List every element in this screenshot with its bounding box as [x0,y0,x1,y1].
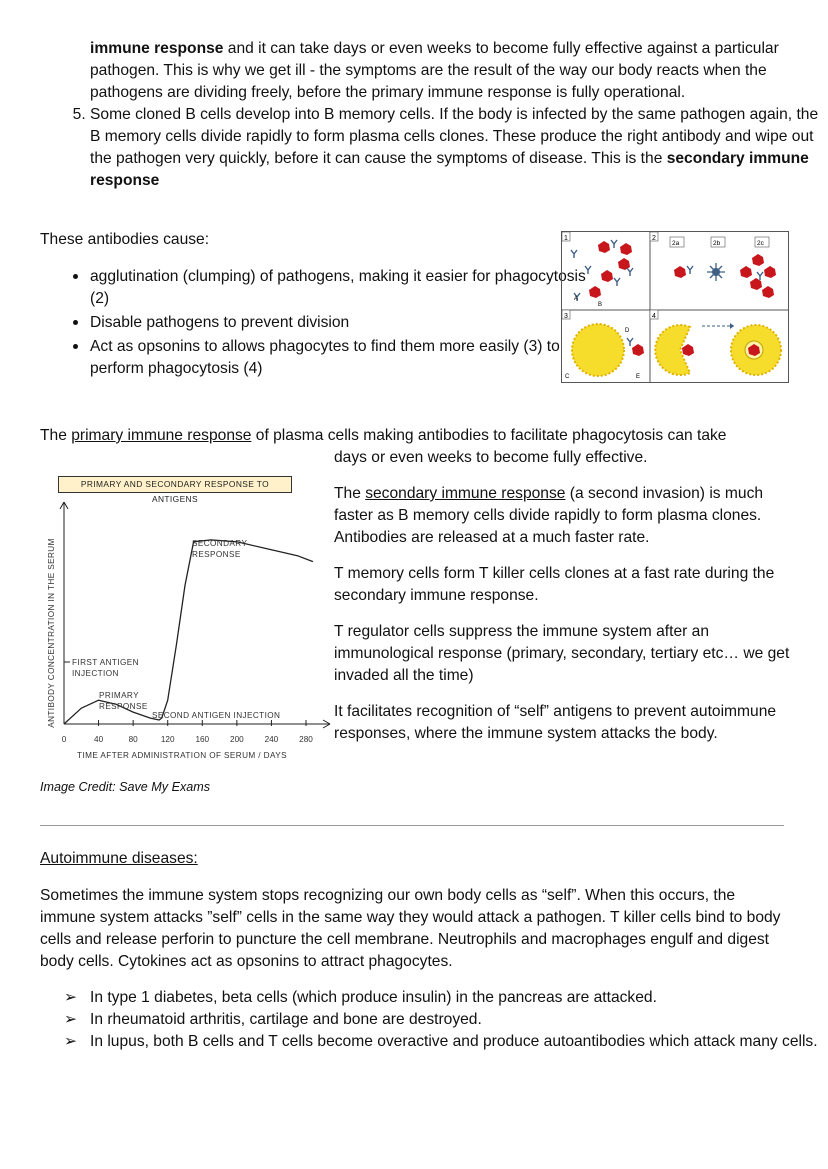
antibody-icon [611,240,617,248]
annotation-first-injection-line1: FIRST ANTIGEN [72,658,139,667]
label-A: A [574,296,579,302]
image-credit: Image Credit: Save My Exams [40,780,211,794]
antibody-figure-svg [562,232,788,382]
antibody-icon [571,250,577,258]
example-text: In rheumatoid arthritis, cartilage and bone are destroyed. [90,1011,482,1028]
pathogen-icon [764,266,776,278]
antibody-icon [585,266,591,274]
step-primary-response [90,38,825,104]
step-memory-cells [90,104,825,192]
annotation-first-injection-line2: INJECTION [72,669,119,678]
pathogen-icon [752,254,764,266]
step-bold-end: secondary immune response [90,150,809,189]
t-regulator-para: T regulator cells suppress the immune system after an immunological response (primary, secondary, tertiary etc… we get invaded all the time) [334,623,790,684]
primary-response-line2: days or even weeks to become fully effective. [334,449,648,466]
secondary-response-link[interactable]: secondary immune response [365,485,566,502]
para-pre: The [40,427,72,444]
x-tick-label: 120 [160,735,175,744]
list-item [64,1031,820,1053]
annotation-second-injection: SECOND ANTIGEN INJECTION [152,711,281,720]
secondary-response-para [334,483,794,549]
step-text: and it can take days or even weeks to become fully effective against a particular pathogen. This is why we get ill - the symptoms are the result of the way our body reacts when the pathogens are dividing freely, before the primary immune response is fully operational. [90,40,779,101]
arrow-bullet-icon: ➢ [64,1033,78,1050]
para-pre: The [334,485,366,502]
para-post: (a second invasion) is much faster as B memory cells divide rapidly to form plasma clones. Antibodies are released at a much faster rate. [334,485,764,546]
effect-item: • Disable pathogens to prevent division [90,310,590,334]
x-tick-label: 80 [128,735,138,744]
t-memory-para: T memory cells form T killer cells clones at a fast rate during the secondary immune response. [334,565,775,604]
autoimmune-para: Sometimes the immune system stops recognizing our own body cells as “self”. When this occurs, the immune system attacks ”self” cells in the same way they would attack a pathogen. T killer cells bind to body cells and release perforin to puncture the cell membrane. Neutrophils and macrophages engulf and digest body cells. Cytokines act as opsonins to attract phagocytes. [40,887,781,970]
arrow-bullet-icon: ➢ [64,989,78,1006]
label-2a: 2a [672,240,680,247]
autoimmune-examples-list [62,987,820,1053]
list-item [64,987,820,1009]
autoimmune-heading: Autoimmune diseases: [40,850,198,867]
pathogen-icon [618,258,630,270]
x-tick-label: 160 [195,735,210,744]
antibody-icon [757,272,763,280]
label-D: D [625,328,630,334]
x-tick-label: 40 [94,735,104,744]
label-E: E [636,374,641,380]
para-post: of plasma cells making antibodies to facilitate phagocytosis can take [251,427,727,444]
primary-response-para [40,425,800,447]
primary-response-link[interactable]: primary immune response [71,427,252,444]
pathogen-icon [601,270,613,282]
x-tick-label: 280 [299,735,313,744]
chart-title: PRIMARY AND SECONDARY RESPONSE TO ANTIGENS [58,476,292,493]
example-text: In lupus, both B cells and T cells become overactive and produce autoantibodies which attack many cells. [90,1033,818,1050]
label-2b: 2b [713,240,721,247]
antibody-icon [614,278,620,286]
pathogen-icon [598,241,610,253]
section-divider [40,825,784,826]
pathogen-icon [740,266,752,278]
list-item [64,1009,820,1031]
pathogen-icon [589,286,601,298]
x-tick-label: 0 [61,735,67,744]
pathogen-icon [674,266,686,278]
panel-label-4: 4 [652,313,656,320]
arrow-right-icon [730,323,734,329]
x-axis-label: TIME AFTER ADMINISTRATION OF SERUM / DAYS [77,751,287,760]
antibody-icon [627,268,633,276]
label-2c: 2c [757,240,764,247]
y-axis-label: ANTIBODY CONCENTRATION IN THE SERUM [47,538,56,728]
step-text: Some cloned B cells develop into B memory cells. If the body is infected by the same pathogen again, the B memory cells divide rapidly to form plasma cells clones. These produce the right antibody and wipe out the pathogen very quickly, before it can cause the symptoms of disease. This is the [90,106,819,167]
self-antigen-para: It facilitates recognition of “self” antigens to prevent autoimmune responses, where the immune system attacks the body. [334,703,777,742]
neutralised-pathogen-icon [707,263,725,281]
antibody-icon [687,266,693,274]
antibody-action-figure [561,231,789,383]
x-tick-label: 240 [264,735,279,744]
example-text: In type 1 diabetes, beta cells (which produce insulin) in the pancreas are attacked. [90,989,657,1006]
annotation-secondary-line1: SECONDARY [192,539,248,548]
antibodies-intro: These antibodies cause: [40,231,210,248]
x-tick-label: 200 [230,735,244,744]
annotation-primary-line2: RESPONSE [99,702,148,711]
pathogen-icon [762,286,774,298]
annotation-primary-line1: PRIMARY [99,691,139,700]
panel-label-3: 3 [564,313,568,320]
step-bold-start: immune response [90,40,224,57]
pathogen-icon [620,243,632,255]
immune-steps-list [54,38,825,192]
antibody-icon [627,338,633,346]
antibody-response-chart [40,496,340,764]
antibody-effects-list [60,264,590,380]
pathogen-icon [682,344,694,356]
effect-item: • Act as opsonins to allows phagocytes to find them more easily (3) to perform phagocytosis (4) [90,334,590,380]
phagocyte-icon [572,324,624,376]
pathogen-icon [632,344,644,356]
effect-item: • agglutination (clumping) of pathogens, making it easier for phagocytosis (2) [90,264,590,310]
label-B: B [598,302,603,308]
annotation-secondary-line2: RESPONSE [192,550,241,559]
arrow-bullet-icon: ➢ [64,1011,78,1028]
panel-label-1: 1 [564,235,568,242]
label-C: C [565,374,570,380]
panel-label-2: 2 [652,235,656,242]
